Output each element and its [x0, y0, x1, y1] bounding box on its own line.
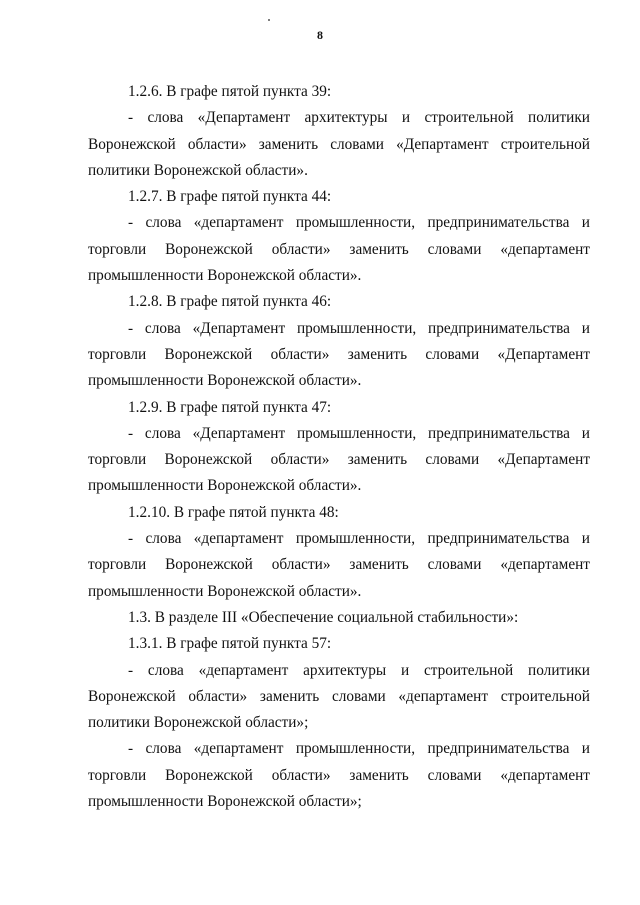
amendment-item: - слова «департамент архитектуры и строительной политики Воронежской области» заменить словами «департамент строительной политики Воронежской области»; — [88, 661, 590, 732]
amendment-item: - слова «Департамент промышленности, предпринимательства и торговли Воронежской области» заменить словами «Департамент промышленности Воронежской области». — [88, 424, 590, 495]
scan-speck — [268, 19, 270, 21]
amendment-item: - слова «Департамент промышленности, предпринимательства и торговли Воронежской области» заменить словами «Департамент промышленности Воронежской области». — [88, 319, 590, 390]
section-heading: 1.2.7. В графе пятой пункта 44: — [128, 188, 332, 206]
section-heading: 1.3. В разделе III «Обеспечение социальной стабильности»: — [128, 608, 519, 626]
amendment-item: - слова «департамент промышленности, предпринимательства и торговли Воронежской области» заменить словами «департамент промышленности Воронежской области»; — [88, 740, 590, 811]
section-heading: 1.3.1. В графе пятой пункта 57: — [128, 635, 332, 653]
section-heading: 1.2.10. В графе пятой пункта 48: — [128, 503, 339, 521]
amendment-item: - слова «департамент промышленности, предпринимательства и торговли Воронежской области» заменить словами «департамент промышленности Воронежской области». — [88, 530, 590, 600]
section-heading: 1.2.9. В графе пятой пункта 47: — [128, 398, 332, 416]
amendment-item: - слова «Департамент архитектуры и строительной политики Воронежской области» заменить словами «Департамент строительной политики Воронежской области». — [88, 109, 590, 179]
section-heading: 1.2.8. В графе пятой пункта 46: — [128, 293, 332, 311]
page-number: 8 — [317, 28, 323, 42]
document-body — [88, 79, 590, 815]
section-heading: 1.2.6. В графе пятой пункта 39: — [128, 83, 332, 100]
amendment-item: - слова «департамент промышленности, предпринимательства и торговли Воронежской области» заменить словами «департамент промышленности Воронежской области». — [88, 214, 590, 285]
